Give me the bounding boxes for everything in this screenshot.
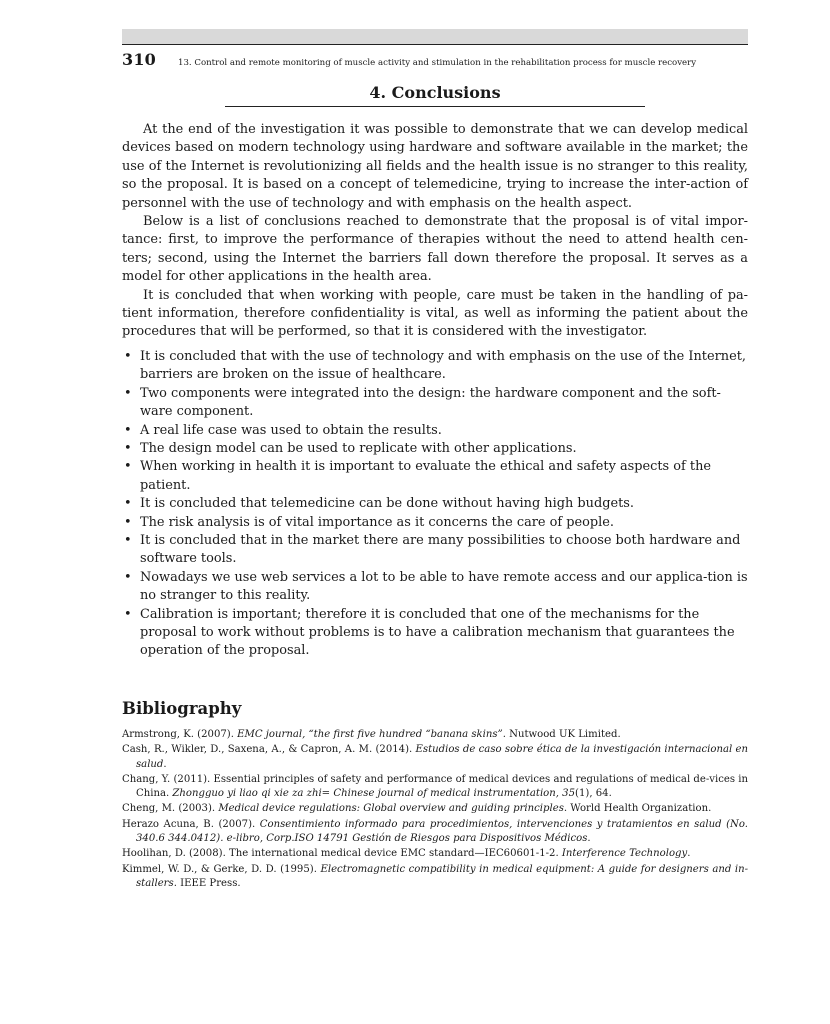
paragraph: Below is a list of conclusions reached to demonstrate that the proposal is of vital impor-tance: first, to improve the performance of therapies without the need to attend health cen-ters; second, using the Internet the barriers fall down therefore the proposal. It serves as a model for other applications in the health area.: [122, 214, 748, 285]
reference-entry: Cash, R., Wikler, D., Saxena, A., & Capron, A. M. (2014). Estudios de caso sobre ética de la investigación internacional en salud.: [122, 744, 748, 770]
reference-entry: Armstrong, K. (2007). EMC journal, “the first five hundred “banana skins”. Nutwood UK Limited.: [122, 729, 621, 740]
list-item: • Two components were integrated into the design: the hardware component and the soft-ware component.: [124, 385, 721, 420]
conclusion-list: [122, 348, 748, 661]
bibliography-title: Bibliography: [122, 699, 242, 718]
page-header: [122, 50, 748, 70]
section-title: 4. Conclusions: [225, 82, 645, 107]
reference-entry: Hoolihan, D. (2008). The international medical device EMC standard—IEC60601-1-2. Interference Technology.: [122, 848, 691, 860]
list-item: • Nowadays we use web services a lot to be able to have remote access and our applica-tion is no stranger to this reality.: [124, 569, 748, 604]
reference-entry: Herazo Acuna, B. (2007). Consentimiento informado para procedimientos, intervenciones y tratamientos en salud (No. 340.6 344.0412). e-libro, Corp.ISO 14791 Gestión de Riesgos para Dispositivos Médicos.: [122, 818, 748, 845]
list-item: • It is concluded that in the market there are many possibilities to choose both hardware and software tools.: [124, 532, 741, 567]
paragraph: At the end of the investigation it was possible to demonstrate that we can develop medical devices based on modern technology using hardware and software available in the market; the use of the Internet is revolutionizing all fields and the health issue is no stranger to this reality, so the proposal. It is based on a concept of telemedicine, trying to increase the inter-action of personnel with the use of technology and with emphasis on the health aspect.: [122, 122, 748, 211]
reference-list: [122, 728, 748, 892]
list-item: • A real life case was used to obtain the results.: [124, 422, 442, 438]
list-item: • It is concluded that telemedicine can be done without having high budgets.: [124, 496, 634, 512]
list-item: • Calibration is important; therefore it is concluded that one of the mechanisms for the proposal to work without problems is to have a calibration mechanism that guarantees the operation of the proposal.: [124, 606, 735, 659]
list-item: • The risk analysis is of vital importance as it concerns the care of people.: [124, 514, 615, 530]
reference-entry: Kimmel, W. D., & Gerke, D. D. (1995). Electromagnetic compatibility in medical equipment: A guide for designers and in-stallers. IEEE Press.: [122, 863, 748, 889]
paragraph: It is concluded that when working with people, care must be taken in the handling of pa-tient information, therefore confidentiality is vital, as well as informing the patient about the procedures that will be performed, so that it is considered with the investigator.: [122, 287, 748, 340]
section-body: [122, 121, 748, 661]
header-bar: [122, 29, 748, 45]
list-item: • When working in health it is important to evaluate the ethical and safety aspects of the patient.: [124, 459, 712, 493]
list-item: • The design model can be used to replicate with other applications.: [124, 440, 577, 456]
list-item: • It is concluded that with the use of technology and with emphasis on the use of the Internet, barriers are broken on the issue of healthcare.: [124, 348, 746, 383]
reference-entry: Chang, Y. (2011). Essential principles of safety and performance of medical devices and regulations of medical de-vices in China. Zhongguo yi liao qi xie za zhi= Chinese journal of medical instrumentation, 35(1), 64.: [122, 773, 748, 800]
reference-entry: Cheng, M. (2003). Medical device regulations: Global overview and guiding principles. World Health Organization.: [122, 803, 712, 815]
running-head: 13. Control and remote monitoring of muscle activity and stimulation in the rehabilitation process for muscle recovery: [178, 58, 697, 68]
page-number: 310: [122, 50, 156, 69]
